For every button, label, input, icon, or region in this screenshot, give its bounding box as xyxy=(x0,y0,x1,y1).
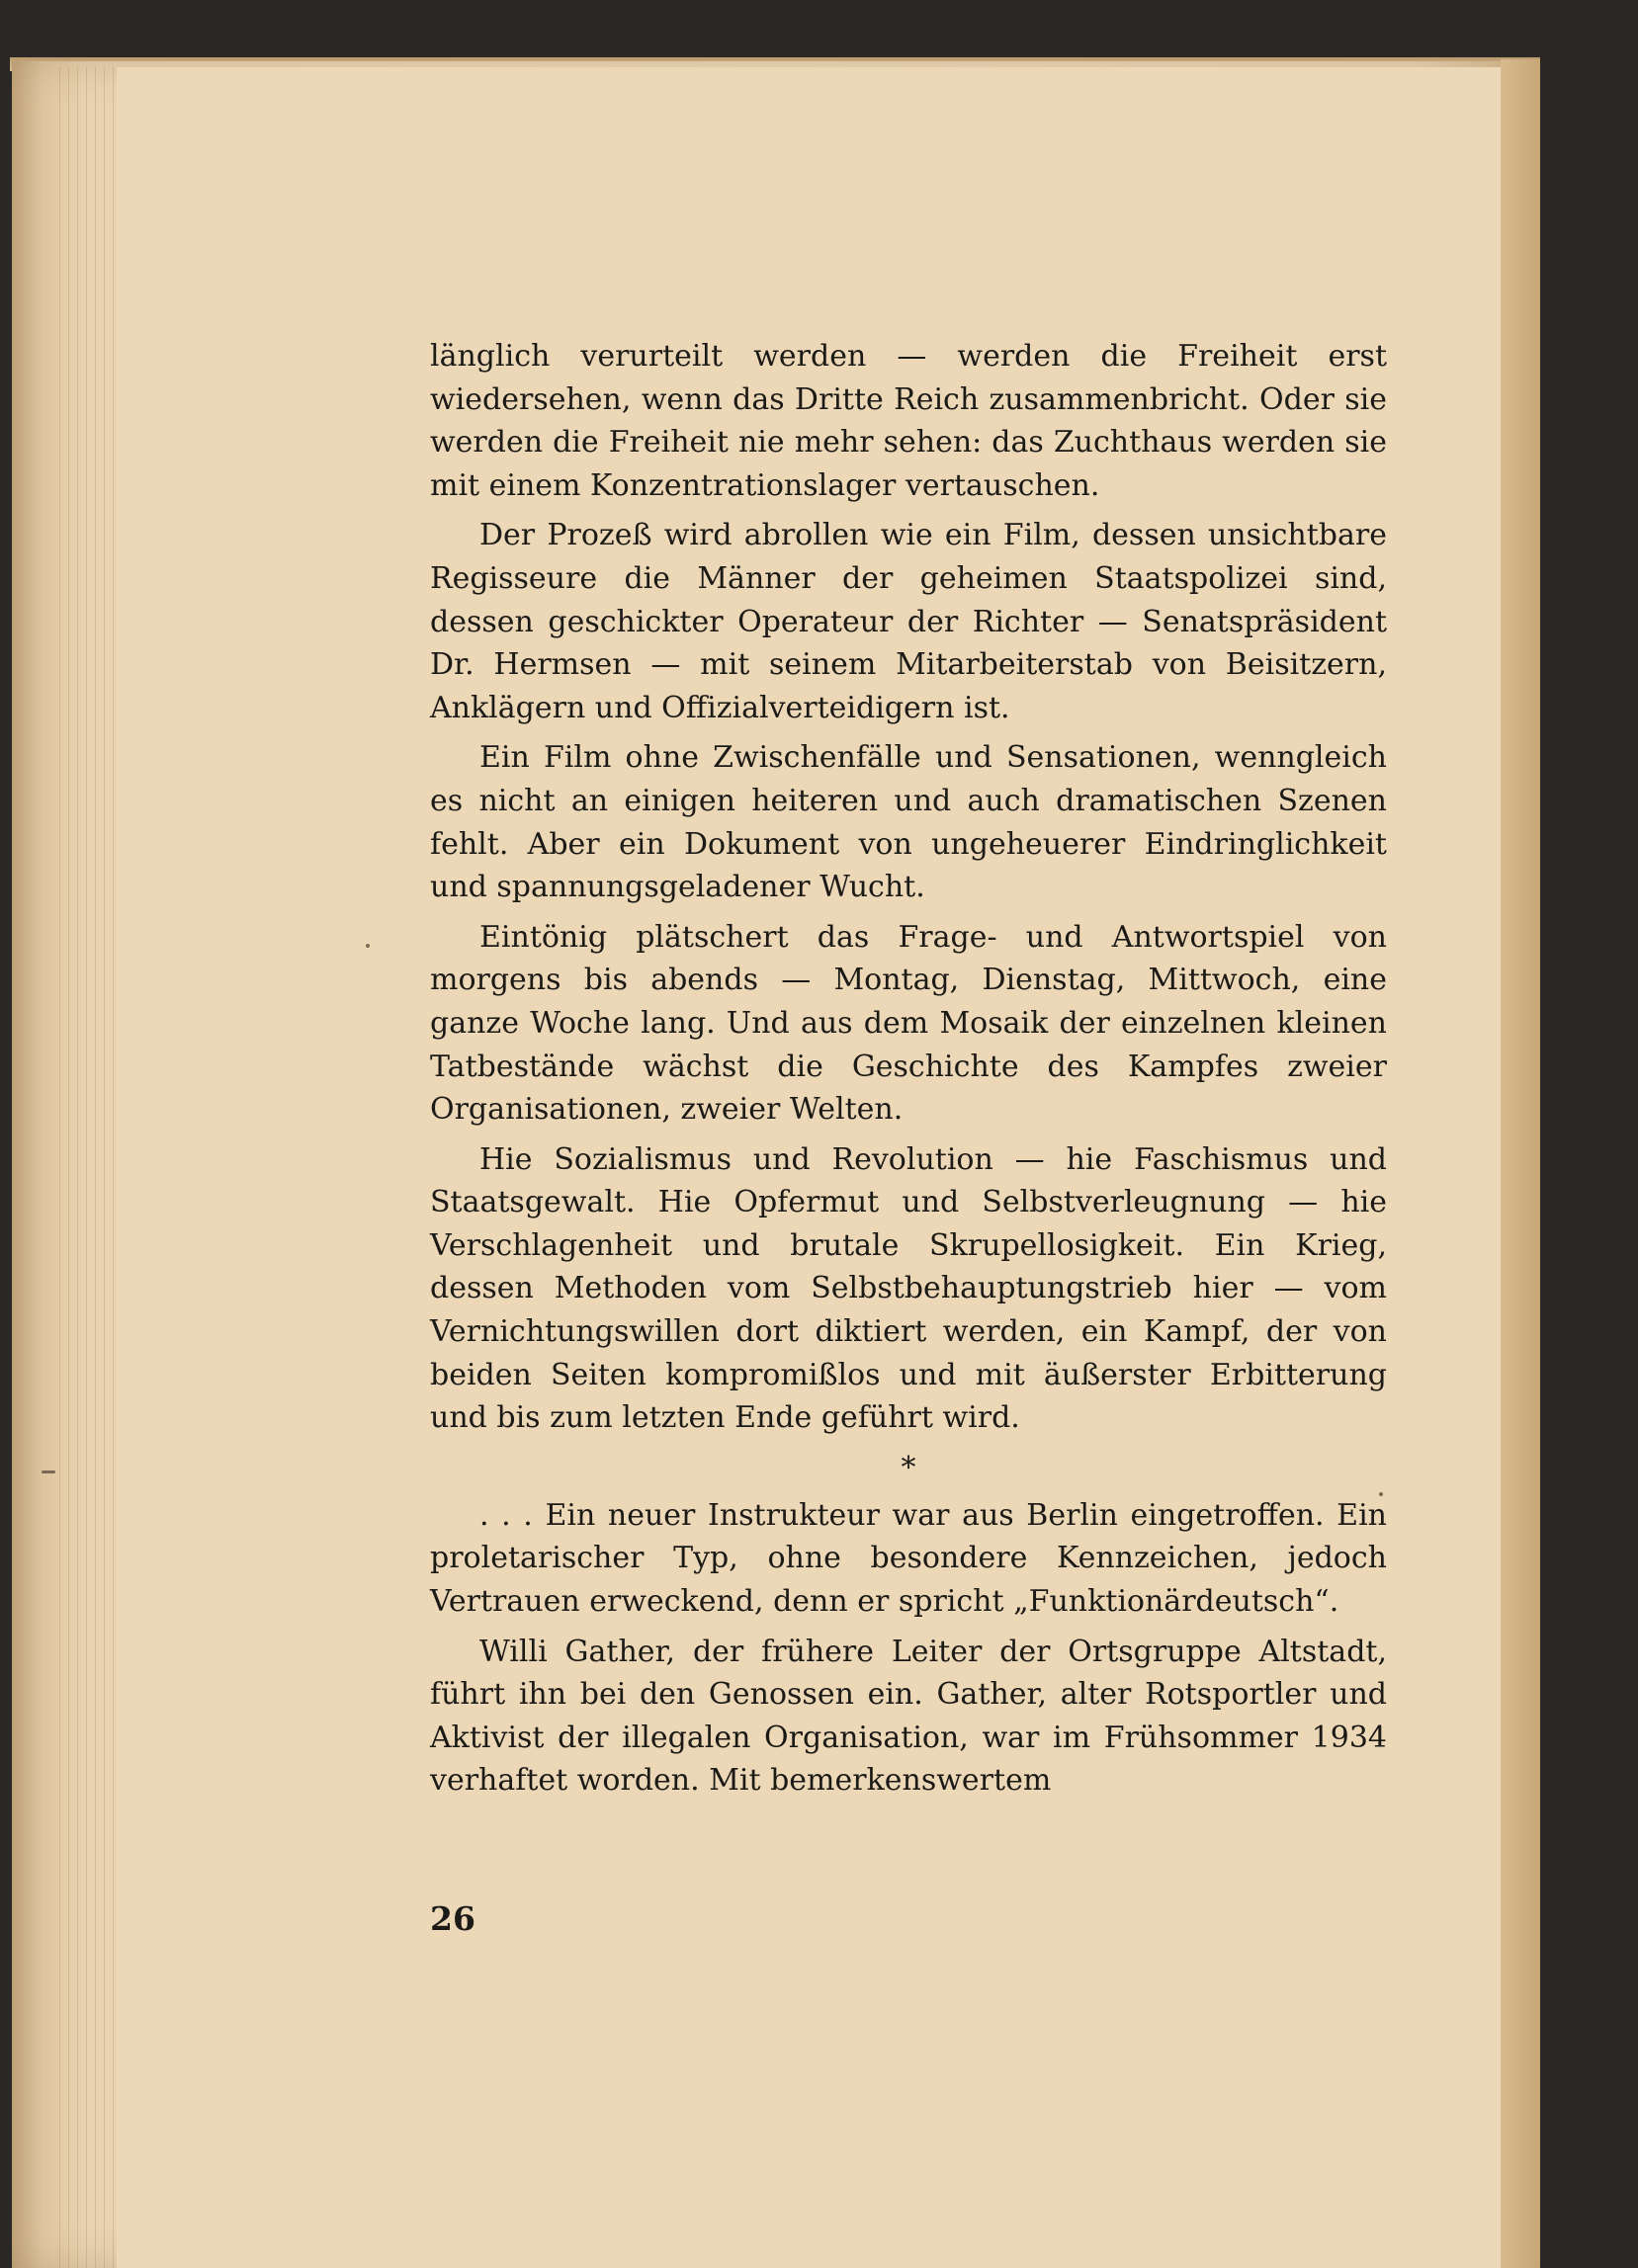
paragraph-6: . . . Ein neuer Instrukteur war aus Berlin eingetroffen. Ein proletarischer Typ, ohne besondere Kennzeichen, jedoch Vertrauen erweckend, denn er spricht „Funktionärdeutsch“. xyxy=(430,1497,1387,1620)
paper-speck xyxy=(42,1470,55,1473)
paragraph-7: Willi Gather, der frühere Leiter der Ortsgruppe Altstadt, führt ihn bei den Genossen ein. Gather, alter Rotsportler und Aktivist der illegalen Organisation, war im Frühsommer 1934 verhaftet worden. Mit bemerkenswertem xyxy=(430,1634,1387,1799)
paragraph-3: Ein Film ohne Zwischenfälle und Sensationen, wenngleich es nicht an einigen heiteren und auch dramatischen Szenen fehlt. Aber ein Dokument von ungeheuerer Eindringlichkeit und spannungsgeladener Wucht. xyxy=(430,740,1387,905)
page-number: 26 xyxy=(430,1899,475,1938)
paragraph-2: Der Prozeß wird abrollen wie ein Film, dessen unsichtbare Regisseure die Männer der geheimen Staatspolizei sind, dessen geschickter Operateur der Richter — Senatspräsident Dr. Hermsen — mit seinem Mitarbeiterstab von Beisitzern, Anklägern und Offizialverteidigern ist. xyxy=(430,518,1387,725)
paragraph-4: Eintönig plätschert das Frage- und Antwortspiel von morgens bis abends — Montag, Dienstag, Mittwoch, eine ganze Woche lang. Und aus dem Mosaik der einzelnen kleinen Tatbestände wächst die Geschichte des Kampfes zweier Organisationen, zweier Welten. xyxy=(430,919,1387,1128)
paragraph-1: länglich verurteilt werden — werden die Freiheit erst wiedersehen, wenn das Dritte Reich zusammenbricht. Oder sie werden die Freiheit nie mehr sehen: das Zuchthaus werden sie mit einem Konzentrationslager vertauschen. xyxy=(430,339,1387,503)
section-divider: * xyxy=(901,1450,916,1485)
paragraph-5: Hie Sozialismus und Revolution — hie Faschismus und Staatsgewalt. Hie Opfermut und Selbstverleugnung — hie Verschlagenheit und brutale Skrupellosigkeit. Ein Krieg, dessen Methoden vom Selbstbehauptungstrieb hier — vom Vernichtungswillen dort diktiert werden, ein Kampf, der von beiden Seiten kompromißlos und mit äußerster Erbitterung und bis zum letzten Ende geführt wird. xyxy=(430,1141,1387,1436)
body-text xyxy=(430,335,1387,1809)
binding-gutter xyxy=(1501,59,1540,2268)
paper-speck xyxy=(366,944,370,948)
